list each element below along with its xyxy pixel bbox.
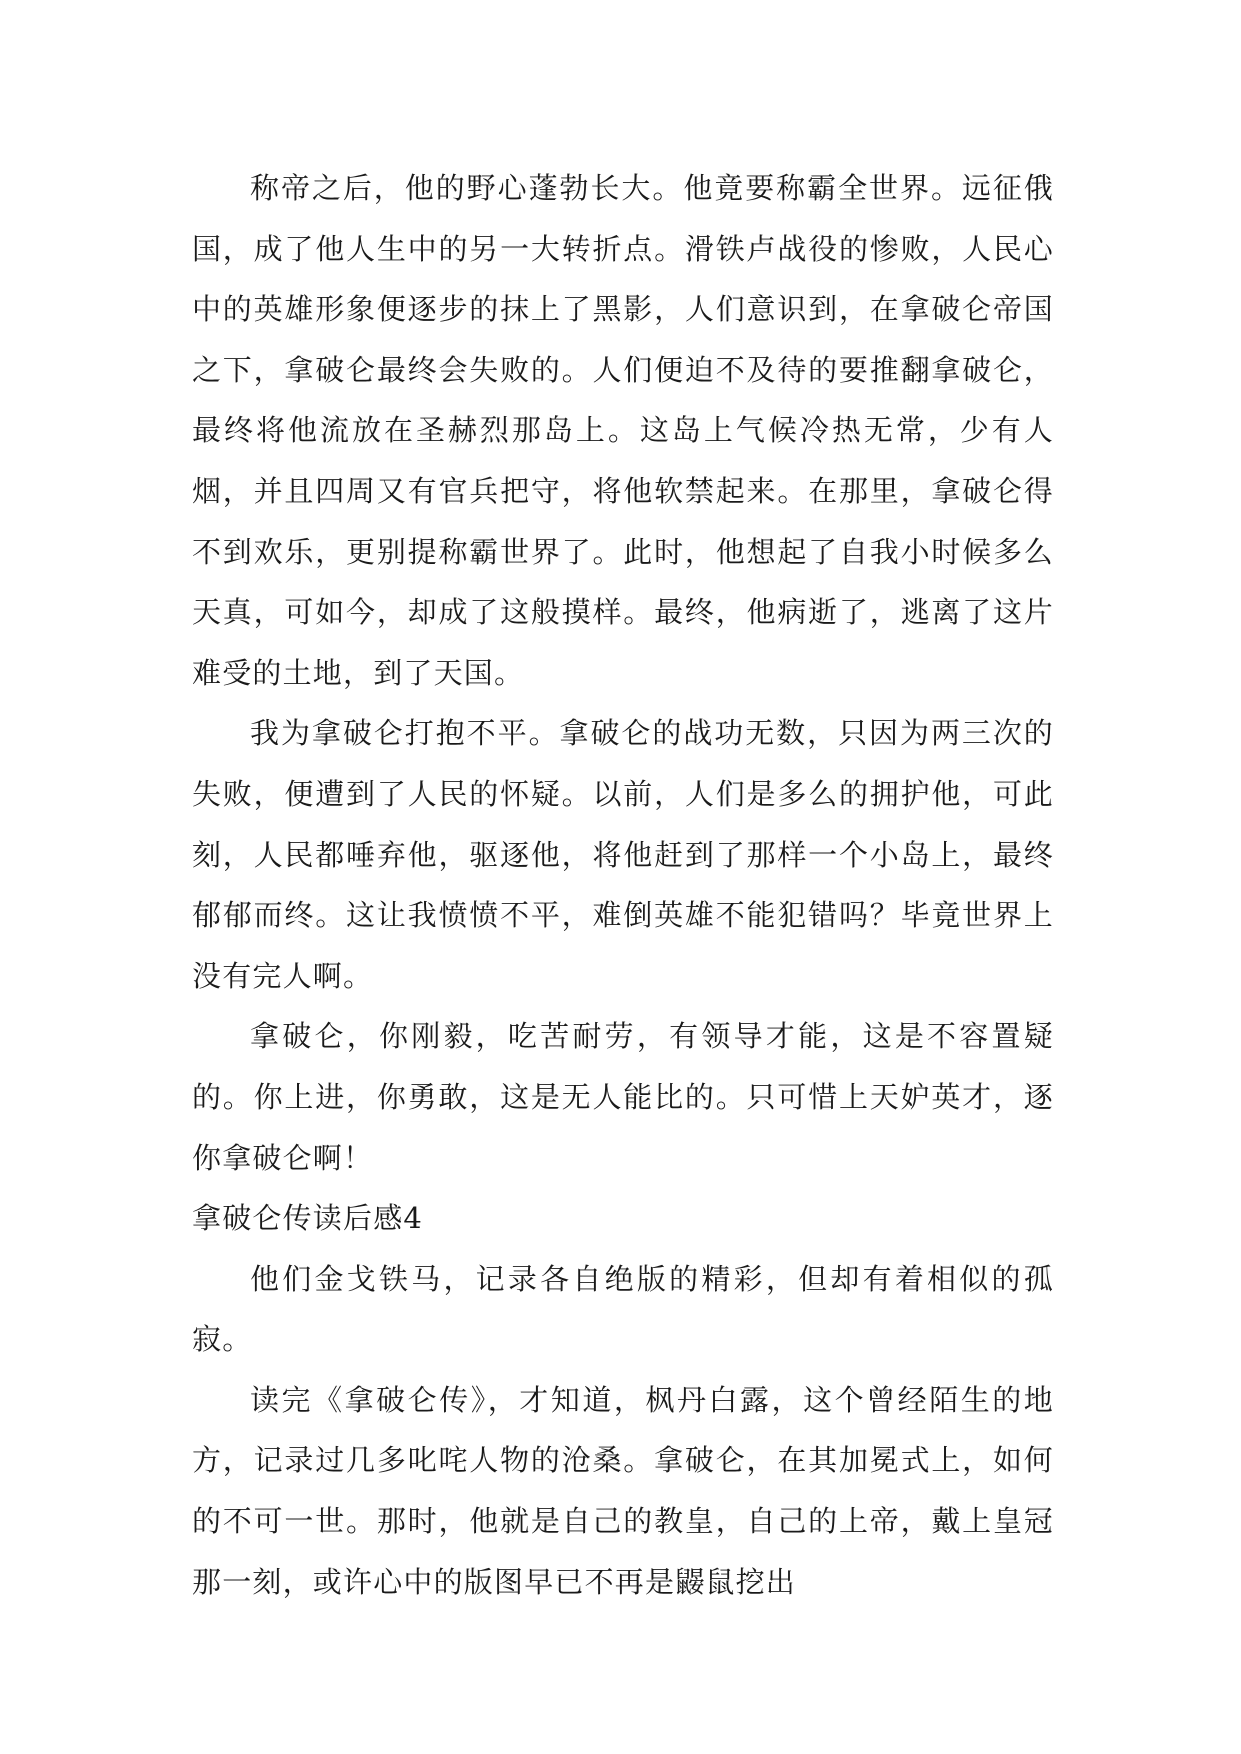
paragraph: 他们金戈铁马，记录各自绝版的精彩，但却有着相似的孤寂。	[192, 1261, 1054, 1357]
paragraph: 称帝之后，他的野心蓬勃长大。他竟要称霸全世界。远征俄国，成了他人生中的另一大转折点。滑铁卢战役的惨败，人民心中的英雄形象便逐步的抹上了黑影，人们意识到，在拿破仑帝国之下，拿破仑最终会失败的。人们便迫不及待的要推翻拿破仑，最终将他流放在圣赫烈那岛上。这岛上气候冷热无常，少有人烟，并且四周又有官兵把守，将他软禁起来。在那里，拿破仑得不到欢乐，更别提称霸世界了。此时，他想起了自我小时候多么天真，可如今，却成了这般摸样。最终，他病逝了，逃离了这片难受的土地，到了天国。	[192, 171, 1054, 690]
document-body	[192, 158, 1054, 1612]
section-heading: 拿破仑传读后感4	[192, 1201, 424, 1236]
paragraph: 拿破仑，你刚毅，吃苦耐劳，有领导才能，这是不容置疑的。你上进，你勇敢，这是无人能比的。只可惜上天妒英才，逐你拿破仑啊！	[192, 1019, 1054, 1175]
paragraph: 我为拿破仑打抱不平。拿破仑的战功无数，只因为两三次的失败，便遭到了人民的怀疑。以前，人们是多么的拥护他，可此刻，人民都唾弃他，驱逐他，将他赶到了那样一个小岛上，最终郁郁而终。这让我愤愤不平，难倒英雄不能犯错吗？毕竟世界上没有完人啊。	[192, 716, 1054, 993]
paragraph: 读完《拿破仑传》，才知道，枫丹白露，这个曾经陌生的地方，记录过几多叱咤人物的沧桑。拿破仑，在其加冕式上，如何的不可一世。那时，他就是自己的教皇，自己的上帝，戴上皇冠那一刻，或许心中的版图早已不再是鼹鼠挖出	[192, 1382, 1054, 1599]
